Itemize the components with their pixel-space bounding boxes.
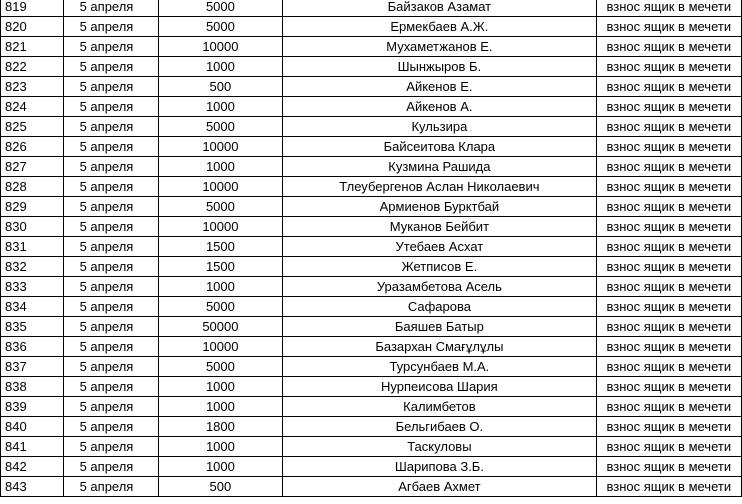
row-number-cell[interactable]: 830 <box>1 217 64 237</box>
donor-name-cell[interactable]: Базархан Смағұлұлы <box>283 337 596 357</box>
date-cell[interactable]: 5 апреля <box>63 337 158 357</box>
donor-name-cell[interactable]: Муканов Бейбит <box>283 217 596 237</box>
amount-cell[interactable]: 1000 <box>158 397 283 417</box>
table-row <box>1 457 742 477</box>
date-cell[interactable]: 5 апреля <box>63 357 158 377</box>
note-cell[interactable]: взнос ящик в мечети <box>596 237 741 257</box>
note-cell[interactable]: взнос ящик в мечети <box>596 337 741 357</box>
amount-cell[interactable]: 10000 <box>158 137 283 157</box>
note-cell[interactable]: взнос ящик в мечети <box>596 137 741 157</box>
amount-cell[interactable]: 5000 <box>158 0 283 17</box>
donor-name-cell[interactable]: Байзаков Азамат <box>283 0 596 17</box>
note-cell[interactable]: взнос ящик в мечети <box>596 197 741 217</box>
table-row <box>1 477 742 497</box>
table-row <box>1 137 742 157</box>
donor-name-cell[interactable]: Мухаметжанов Е. <box>283 37 596 57</box>
table-row <box>1 257 742 277</box>
row-number-cell[interactable]: 821 <box>1 37 64 57</box>
note-cell[interactable]: взнос ящик в мечети <box>596 157 741 177</box>
date-cell[interactable]: 5 апреля <box>63 477 158 497</box>
date-cell[interactable]: 5 апреля <box>63 197 158 217</box>
row-number-cell[interactable]: 824 <box>1 97 64 117</box>
note-cell[interactable]: взнос ящик в мечети <box>596 97 741 117</box>
donor-name-cell[interactable]: Калимбетов <box>283 397 596 417</box>
donor-name-cell[interactable]: Сафарова <box>283 297 596 317</box>
date-cell[interactable]: 5 апреля <box>63 177 158 197</box>
table-row <box>1 157 742 177</box>
donor-name-cell[interactable]: Агбаев Ахмет <box>283 477 596 497</box>
date-cell[interactable]: 5 апреля <box>63 297 158 317</box>
date-cell[interactable]: 5 апреля <box>63 77 158 97</box>
note-cell[interactable]: взнос ящик в мечети <box>596 397 741 417</box>
note-cell[interactable]: взнос ящик в мечети <box>596 457 741 477</box>
row-number-cell[interactable]: 825 <box>1 117 64 137</box>
donor-name-cell[interactable]: Турсунбаев М.А. <box>283 357 596 377</box>
date-cell[interactable]: 5 апреля <box>63 437 158 457</box>
row-number-cell[interactable]: 819 <box>1 0 64 17</box>
note-cell[interactable]: взнос ящик в мечети <box>596 417 741 437</box>
table-row <box>1 397 742 417</box>
donor-name-cell[interactable]: Кузмина Рашида <box>283 157 596 177</box>
row-number-cell[interactable]: 841 <box>1 437 64 457</box>
row-number-cell[interactable]: 836 <box>1 337 64 357</box>
date-cell[interactable]: 5 апреля <box>63 417 158 437</box>
amount-cell[interactable]: 5000 <box>158 117 283 137</box>
note-cell[interactable]: взнос ящик в мечети <box>596 437 741 457</box>
table-body <box>1 0 742 497</box>
table-row <box>1 297 742 317</box>
table-row <box>1 17 742 37</box>
donor-name-cell[interactable]: Бельгибаев О. <box>283 417 596 437</box>
table-row <box>1 337 742 357</box>
amount-cell[interactable]: 1000 <box>158 457 283 477</box>
donor-name-cell[interactable]: Армиенов Бурктбай <box>283 197 596 217</box>
row-number-cell[interactable]: 827 <box>1 157 64 177</box>
amount-cell[interactable]: 1000 <box>158 277 283 297</box>
row-number-cell[interactable]: 822 <box>1 57 64 77</box>
amount-cell[interactable]: 1500 <box>158 237 283 257</box>
row-number-cell[interactable]: 828 <box>1 177 64 197</box>
date-cell[interactable]: 5 апреля <box>63 97 158 117</box>
note-cell[interactable]: взнос ящик в мечети <box>596 297 741 317</box>
donor-name-cell[interactable]: Шынжыров Б. <box>283 57 596 77</box>
row-number-cell[interactable]: 834 <box>1 297 64 317</box>
donor-name-cell[interactable]: Нурпеисова Шария <box>283 377 596 397</box>
donor-name-cell[interactable]: Тлеубергенов Аслан Николаевич <box>283 177 596 197</box>
row-number-cell[interactable]: 842 <box>1 457 64 477</box>
date-cell[interactable]: 5 апреля <box>63 137 158 157</box>
note-cell[interactable]: взнос ящик в мечети <box>596 477 741 497</box>
donor-name-cell[interactable]: Жетписов Е. <box>283 257 596 277</box>
table-row <box>1 0 742 17</box>
amount-cell[interactable]: 1000 <box>158 97 283 117</box>
date-cell[interactable]: 5 апреля <box>63 317 158 337</box>
table-row <box>1 177 742 197</box>
row-number-cell[interactable]: 838 <box>1 377 64 397</box>
row-number-cell[interactable]: 840 <box>1 417 64 437</box>
date-cell[interactable]: 5 апреля <box>63 217 158 237</box>
table-row <box>1 217 742 237</box>
table-row <box>1 197 742 217</box>
donor-name-cell[interactable]: Таскуловы <box>283 437 596 457</box>
note-cell[interactable]: взнос ящик в мечети <box>596 357 741 377</box>
donor-name-cell[interactable]: Ермекбаев А.Ж. <box>283 17 596 37</box>
date-cell[interactable]: 5 апреля <box>63 57 158 77</box>
row-number-cell[interactable]: 832 <box>1 257 64 277</box>
amount-cell[interactable]: 5000 <box>158 297 283 317</box>
table-row <box>1 417 742 437</box>
note-cell[interactable]: взнос ящик в мечети <box>596 177 741 197</box>
note-cell[interactable]: взнос ящик в мечети <box>596 77 741 97</box>
note-cell[interactable]: взнос ящик в мечети <box>596 377 741 397</box>
amount-cell[interactable]: 1000 <box>158 437 283 457</box>
date-cell[interactable]: 5 апреля <box>63 377 158 397</box>
donor-name-cell[interactable]: Шарипова З.Б. <box>283 457 596 477</box>
note-cell[interactable]: взнос ящик в мечети <box>596 17 741 37</box>
donor-name-cell[interactable]: Кульзира <box>283 117 596 137</box>
table-row <box>1 117 742 137</box>
row-number-cell[interactable]: 831 <box>1 237 64 257</box>
amount-cell[interactable]: 10000 <box>158 177 283 197</box>
donor-name-cell[interactable]: Баяшев Батыр <box>283 317 596 337</box>
amount-cell[interactable]: 1000 <box>158 157 283 177</box>
donor-name-cell[interactable]: Айкенов А. <box>283 97 596 117</box>
row-number-cell[interactable]: 837 <box>1 357 64 377</box>
row-number-cell[interactable]: 839 <box>1 397 64 417</box>
donor-name-cell[interactable]: Уразамбетова Асель <box>283 277 596 297</box>
amount-cell[interactable]: 10000 <box>158 217 283 237</box>
date-cell[interactable]: 5 апреля <box>63 237 158 257</box>
row-number-cell[interactable]: 835 <box>1 317 64 337</box>
table-row <box>1 377 742 397</box>
amount-cell[interactable]: 5000 <box>158 357 283 377</box>
amount-cell[interactable]: 50000 <box>158 317 283 337</box>
amount-cell[interactable]: 5000 <box>158 197 283 217</box>
note-cell[interactable]: взнос ящик в мечети <box>596 57 741 77</box>
table-row <box>1 97 742 117</box>
donor-name-cell[interactable]: Айкенов Е. <box>283 77 596 97</box>
row-number-cell[interactable]: 823 <box>1 77 64 97</box>
amount-cell[interactable]: 500 <box>158 477 283 497</box>
amount-cell[interactable]: 1500 <box>158 257 283 277</box>
date-cell[interactable]: 5 апреля <box>63 257 158 277</box>
table-row <box>1 237 742 257</box>
date-cell[interactable]: 5 апреля <box>63 277 158 297</box>
table-row <box>1 77 742 97</box>
amount-cell[interactable]: 1800 <box>158 417 283 437</box>
date-cell[interactable]: 5 апреля <box>63 17 158 37</box>
donor-name-cell[interactable]: Байсеитова Клара <box>283 137 596 157</box>
amount-cell[interactable]: 10000 <box>158 337 283 357</box>
row-number-cell[interactable]: 833 <box>1 277 64 297</box>
amount-cell[interactable]: 1000 <box>158 377 283 397</box>
donor-name-cell[interactable]: Утебаев Асхат <box>283 237 596 257</box>
date-cell[interactable]: 5 апреля <box>63 37 158 57</box>
note-cell[interactable]: взнос ящик в мечети <box>596 0 741 17</box>
amount-cell[interactable]: 1000 <box>158 57 283 77</box>
note-cell[interactable]: взнос ящик в мечети <box>596 317 741 337</box>
amount-cell[interactable]: 10000 <box>158 37 283 57</box>
date-cell[interactable]: 5 апреля <box>63 0 158 17</box>
note-cell[interactable]: взнос ящик в мечети <box>596 277 741 297</box>
note-cell[interactable]: взнос ящик в мечети <box>596 117 741 137</box>
row-number-cell[interactable]: 843 <box>1 477 64 497</box>
amount-cell[interactable]: 5000 <box>158 17 283 37</box>
table-row <box>1 277 742 297</box>
amount-cell[interactable]: 500 <box>158 77 283 97</box>
date-cell[interactable]: 5 апреля <box>63 157 158 177</box>
table-row <box>1 357 742 377</box>
table-row <box>1 37 742 57</box>
table-row <box>1 437 742 457</box>
date-cell[interactable]: 5 апреля <box>63 397 158 417</box>
table-row <box>1 57 742 77</box>
date-cell[interactable]: 5 апреля <box>63 117 158 137</box>
row-number-cell[interactable]: 826 <box>1 137 64 157</box>
row-number-cell[interactable]: 820 <box>1 17 64 37</box>
note-cell[interactable]: взнос ящик в мечети <box>596 257 741 277</box>
table-row <box>1 317 742 337</box>
note-cell[interactable]: взнос ящик в мечети <box>596 217 741 237</box>
note-cell[interactable]: взнос ящик в мечети <box>596 37 741 57</box>
row-number-cell[interactable]: 829 <box>1 197 64 217</box>
date-cell[interactable]: 5 апреля <box>63 457 158 477</box>
